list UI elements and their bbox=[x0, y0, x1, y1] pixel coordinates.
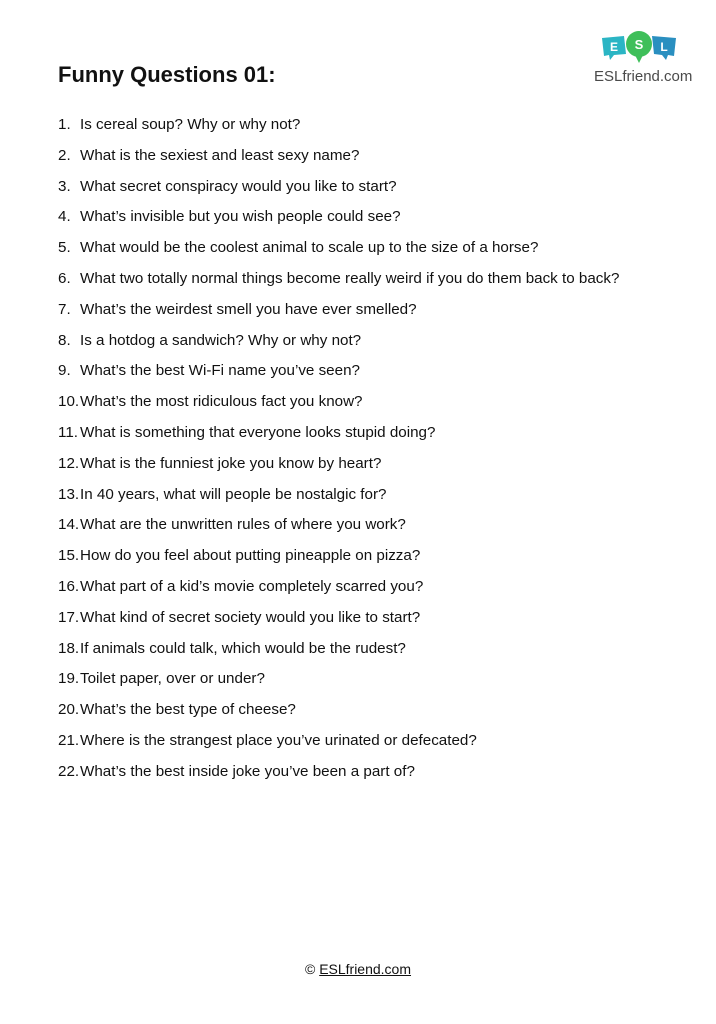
question-item bbox=[58, 516, 638, 534]
question-number: 18. bbox=[58, 639, 80, 657]
question-number: 22. bbox=[58, 762, 80, 780]
question-text: In 40 years, what will people be nostalgic for? bbox=[80, 485, 387, 503]
question-item bbox=[58, 393, 638, 411]
question-number: 14. bbox=[58, 516, 80, 534]
question-item bbox=[58, 486, 638, 504]
question-item bbox=[58, 578, 638, 596]
question-number: 9. bbox=[58, 362, 71, 380]
question-item bbox=[58, 362, 638, 380]
question-number: 7. bbox=[58, 300, 71, 318]
question-item bbox=[58, 147, 638, 165]
question-text: What’s the best type of cheese? bbox=[80, 701, 296, 719]
question-text: What are the unwritten rules of where you work? bbox=[80, 516, 406, 534]
question-item bbox=[58, 208, 638, 226]
question-text: What’s the weirdest smell you have ever smelled? bbox=[80, 300, 417, 318]
question-item bbox=[58, 178, 638, 196]
question-text: What’s the most ridiculous fact you know? bbox=[80, 393, 363, 411]
question-number: 2. bbox=[58, 146, 71, 164]
esl-speech-bubbles-icon bbox=[600, 30, 680, 64]
question-text: If animals could talk, which would be the rudest? bbox=[80, 639, 406, 657]
question-number: 10. bbox=[58, 393, 80, 411]
logo-text: ESLfriend.com bbox=[594, 68, 693, 85]
svg-text:L: L bbox=[660, 40, 668, 54]
page-title: Funny Questions 01: bbox=[58, 62, 276, 87]
question-number: 16. bbox=[58, 577, 80, 595]
question-text: What would be the coolest animal to scale up to the size of a horse? bbox=[80, 239, 539, 257]
question-text: What kind of secret society would you like to start? bbox=[80, 608, 421, 626]
question-item bbox=[58, 670, 638, 688]
question-item bbox=[58, 547, 638, 565]
question-text: What is the funniest joke you know by heart? bbox=[80, 454, 382, 472]
question-item bbox=[58, 116, 638, 134]
question-text: Is cereal soup? Why or why not? bbox=[80, 116, 301, 133]
question-text: Is a hotdog a sandwich? Why or why not? bbox=[80, 331, 362, 349]
question-number: 8. bbox=[58, 331, 71, 349]
question-item bbox=[58, 701, 638, 719]
question-text: What secret conspiracy would you like to start? bbox=[80, 177, 397, 195]
question-item bbox=[58, 332, 638, 350]
question-number: 6. bbox=[58, 269, 71, 287]
question-item bbox=[58, 239, 638, 257]
question-number: 5. bbox=[58, 239, 71, 257]
question-text: What’s invisible but you wish people could see? bbox=[80, 208, 401, 226]
question-text: Where is the strangest place you’ve urinated or defecated? bbox=[80, 731, 477, 749]
question-text: What part of a kid’s movie completely scarred you? bbox=[80, 577, 424, 595]
svg-text:E: E bbox=[609, 40, 619, 54]
question-text: What’s the best Wi-Fi name you’ve seen? bbox=[80, 362, 360, 380]
question-text: What is the sexiest and least sexy name? bbox=[80, 146, 360, 164]
question-text: What is something that everyone looks stupid doing? bbox=[80, 423, 436, 441]
question-number: 20. bbox=[58, 701, 80, 719]
question-text: How do you feel about putting pineapple on pizza? bbox=[80, 547, 421, 565]
copyright-icon: © bbox=[304, 961, 316, 977]
question-number: 11. bbox=[58, 423, 78, 441]
question-text: What two totally normal things become really weird if you do them back to back? bbox=[80, 269, 620, 287]
question-item bbox=[58, 732, 638, 750]
footer bbox=[0, 961, 716, 977]
question-number: 15. bbox=[58, 547, 80, 565]
question-item bbox=[58, 424, 638, 442]
question-number: 17. bbox=[58, 608, 80, 626]
question-item bbox=[58, 301, 638, 319]
question-number: 21. bbox=[58, 731, 80, 749]
svg-text:S: S bbox=[634, 37, 644, 52]
question-item bbox=[58, 270, 638, 288]
question-number: 19. bbox=[58, 670, 80, 688]
question-number: 3. bbox=[58, 177, 71, 195]
question-item bbox=[58, 640, 638, 658]
question-number: 4. bbox=[58, 208, 71, 226]
eslfriend-logo[interactable] bbox=[594, 30, 694, 90]
question-item bbox=[58, 455, 638, 473]
footer-link[interactable]: ESLfriend.com bbox=[319, 961, 412, 977]
question-number: 1. bbox=[58, 116, 71, 133]
question-list bbox=[58, 116, 638, 794]
question-number: 12. bbox=[58, 454, 80, 472]
question-number: 13. bbox=[58, 485, 80, 503]
question-item bbox=[58, 609, 638, 627]
question-text: Toilet paper, over or under? bbox=[80, 670, 265, 688]
question-text: What’s the best inside joke you’ve been a part of? bbox=[80, 762, 415, 780]
question-item bbox=[58, 763, 638, 781]
